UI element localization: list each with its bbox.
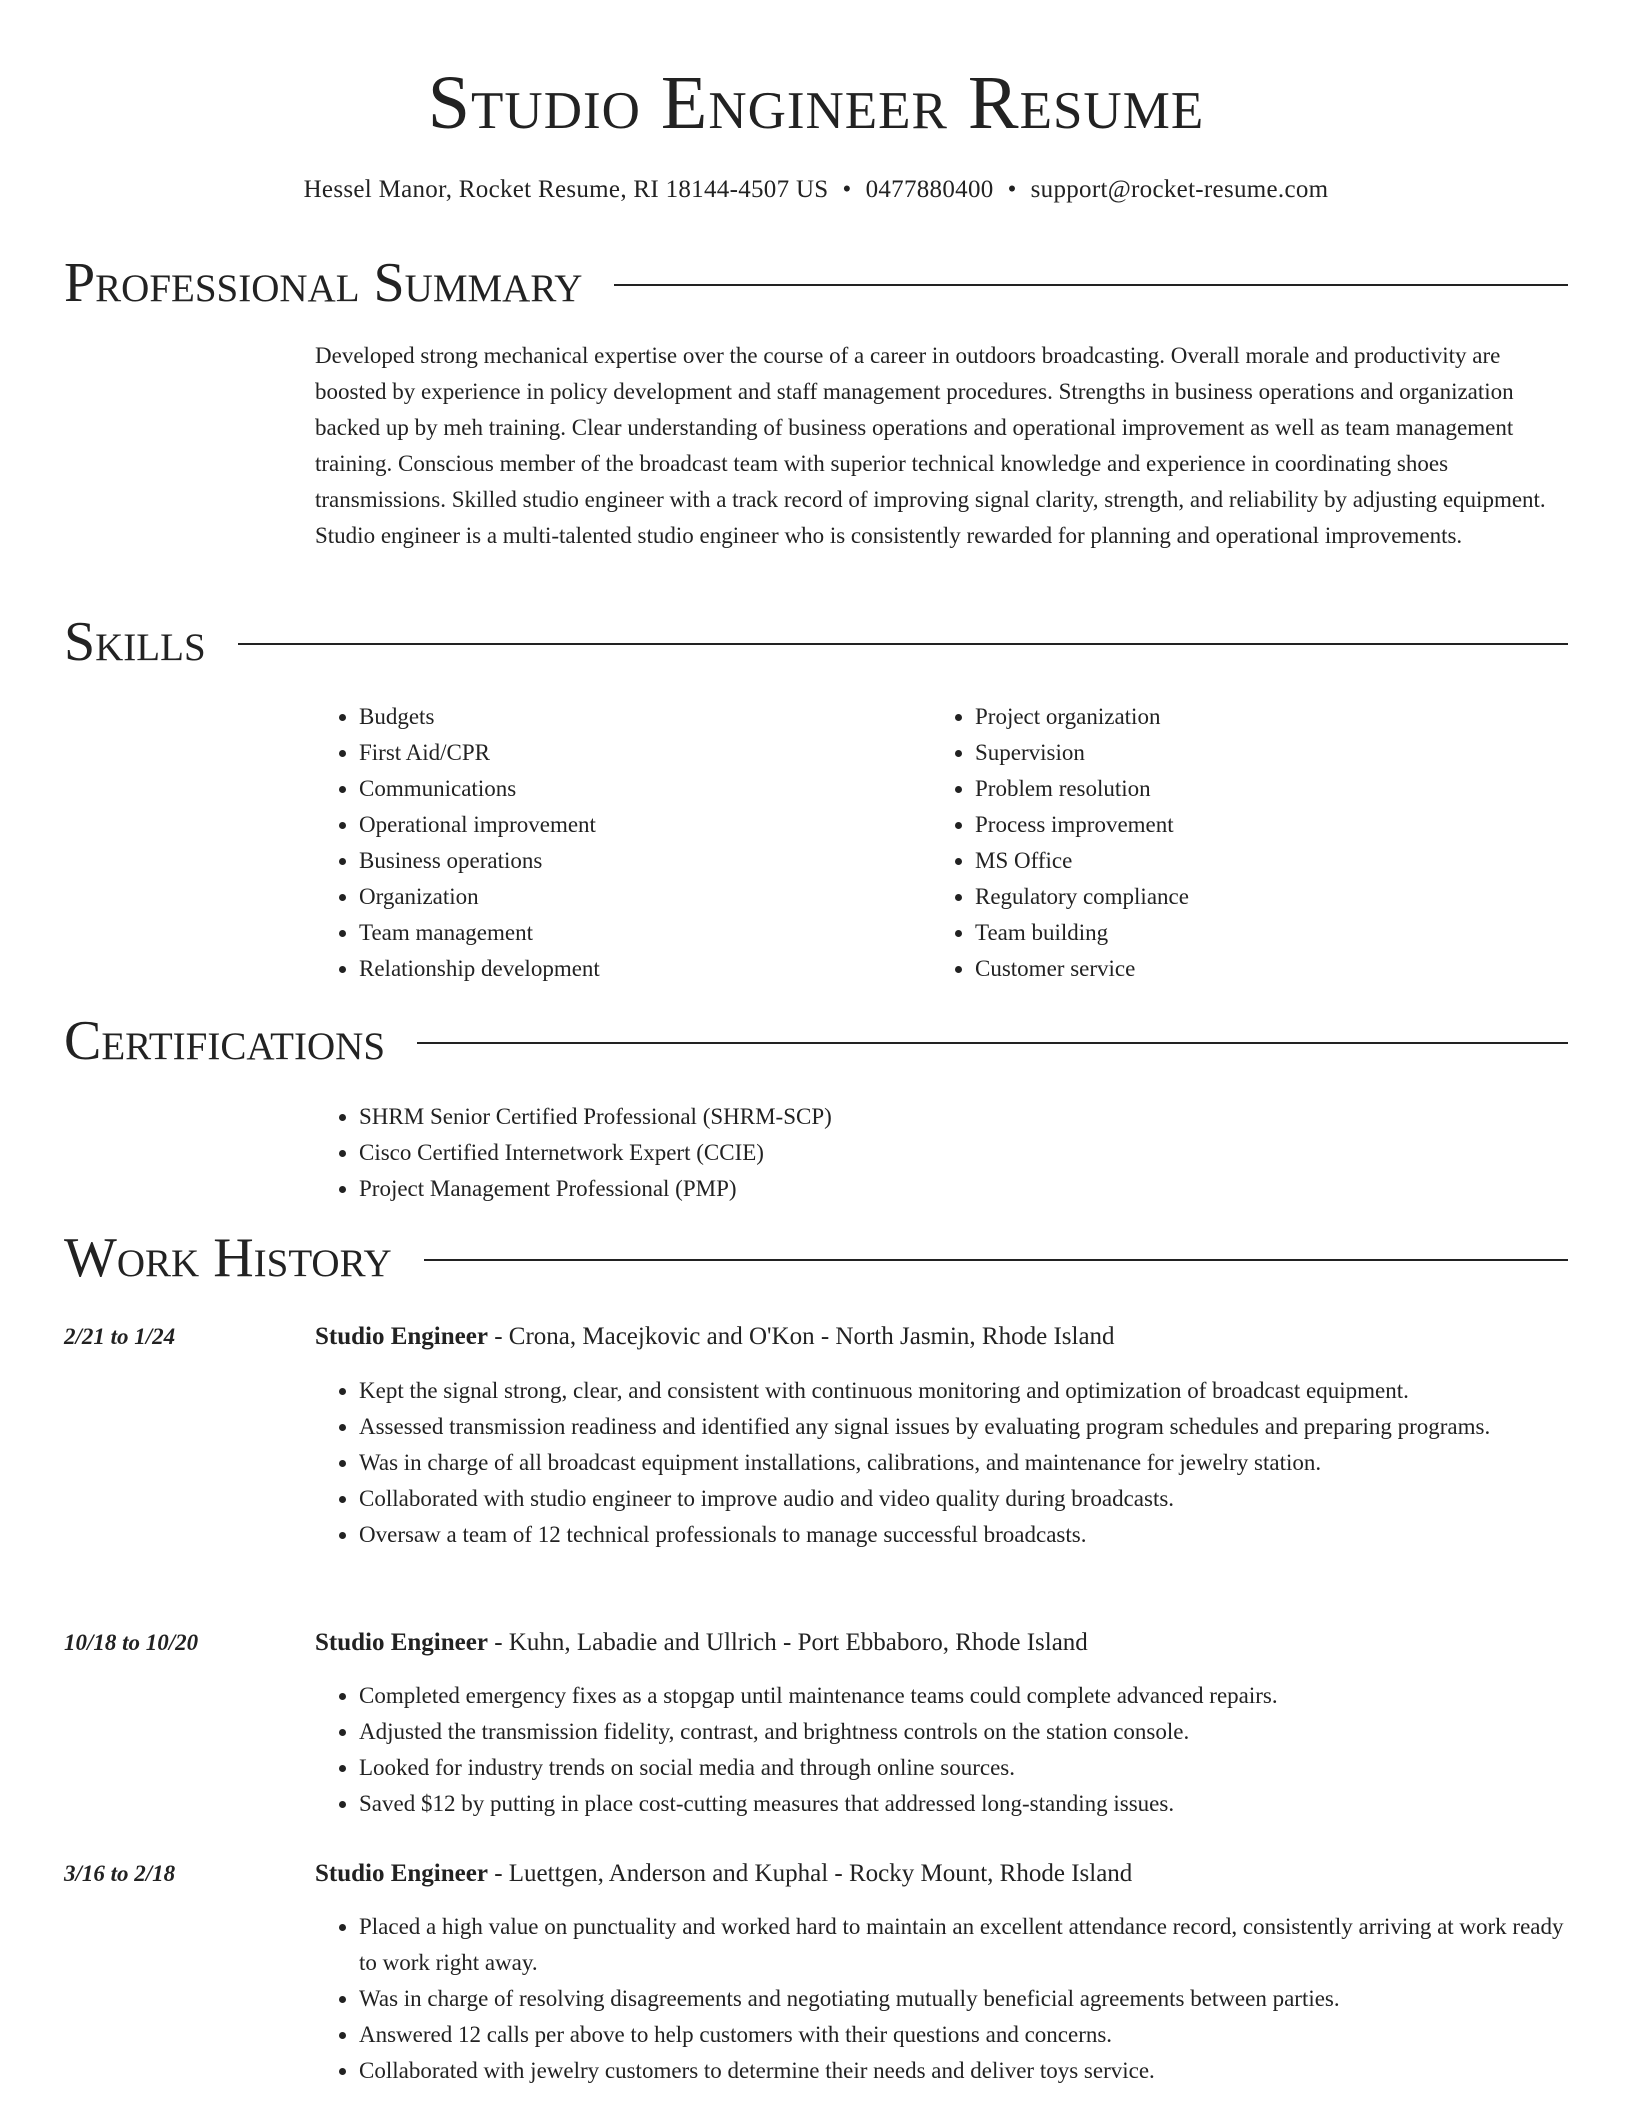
job-duty-item: • Placed a high value on punctuality and worked hard to maintain an excellent attendance record, consistently arriving at work ready to work right away. <box>359 1909 1577 1981</box>
section-divider <box>417 1042 1568 1044</box>
skill-item: • Team management <box>359 915 915 951</box>
job-duties-list <box>315 1909 1577 2089</box>
skill-item: • Team building <box>975 915 1531 951</box>
skills-column-right <box>931 699 1531 987</box>
skill-item: • Regulatory compliance <box>975 879 1531 915</box>
document-title: Studio Engineer Resume <box>427 61 1205 145</box>
contact-address: Hessel Manor, Rocket Resume, RI 18144-4507 US <box>303 176 829 203</box>
job-title: Studio Engineer <box>315 1629 488 1656</box>
work-history-heading: Work History <box>64 1227 392 1289</box>
contact-phone: 0477880400 <box>865 176 994 203</box>
skill-item: • Relationship development <box>359 951 915 987</box>
job-dates: 3/16 to 2/18 <box>64 1861 176 1886</box>
skill-item: • Communications <box>359 771 915 807</box>
job-duties <box>315 1909 1577 2089</box>
skill-item: • Business operations <box>359 843 915 879</box>
job-header <box>315 1856 1132 1892</box>
skills-column-left <box>315 699 915 987</box>
job-duty-item: • Collaborated with studio engineer to improve audio and video quality during broadcasts. <box>359 1481 1577 1517</box>
job-duties <box>315 1678 1577 1822</box>
job-title: Studio Engineer <box>315 1860 488 1887</box>
skill-item: • Budgets <box>359 699 915 735</box>
summary-text: Developed strong mechanical expertise over the course of a career in outdoors broadcasting. Overall morale and productivity are boosted by experience in policy development and staff management procedures. Strengths in business operations and organization backed up by meh training. Clear understanding of business operations and operational improvement as well as team management training. Conscious member of the broadcast team with superior technical knowledge and experience in coordinating shoes transmissions. Skilled studio engineer with a track record of improving signal clarity, strength, and reliability by adjusting equipment. Studio engineer is a multi-talented studio engineer who is consistently rewarded for planning and operational improvements. <box>315 343 1546 548</box>
job-dates: 2/21 to 1/24 <box>64 1324 176 1349</box>
contact-separator: • <box>842 176 852 203</box>
job-duty-item: • Saved $12 by putting in place cost-cutting measures that addressed long-standing issues. <box>359 1786 1577 1822</box>
certifications-heading: Certifications <box>64 1010 386 1072</box>
skills-section-header <box>64 610 1568 674</box>
contact-separator: • <box>1007 176 1017 203</box>
job-duty-item: • Was in charge of all broadcast equipment installations, calibrations, and maintenance for jewelry station. <box>359 1445 1577 1481</box>
job-header <box>315 1319 1115 1355</box>
summary-section-header <box>64 251 1568 315</box>
job-title: Studio Engineer <box>315 1323 488 1350</box>
job-details: - Kuhn, Labadie and Ullrich - Port Ebbaboro, Rhode Island <box>487 1629 1088 1656</box>
skills-list-left <box>315 699 915 987</box>
skill-item: • Operational improvement <box>359 807 915 843</box>
job-details: - Crona, Macejkovic and O'Kon - North Jasmin, Rhode Island <box>487 1323 1115 1350</box>
job-dates: 10/18 to 10/20 <box>64 1630 199 1655</box>
job-duty-item: • Kept the signal strong, clear, and consistent with continuous monitoring and optimization of broadcast equipment. <box>359 1373 1577 1409</box>
job-duties-list <box>315 1373 1577 1553</box>
certifications-block <box>315 1099 832 1207</box>
job-duty-item: • Oversaw a team of 12 technical professionals to manage successful broadcasts. <box>359 1517 1577 1553</box>
job-duty-item: • Collaborated with jewelry customers to determine their needs and deliver toys service. <box>359 2053 1577 2089</box>
certifications-section-header <box>64 1009 1568 1073</box>
job-duty-item: • Answered 12 calls per above to help customers with their questions and concerns. <box>359 2017 1577 2053</box>
skill-item: • Customer service <box>975 951 1531 987</box>
certification-item: • Project Management Professional (PMP) <box>359 1171 832 1207</box>
certification-item: • SHRM Senior Certified Professional (SHRM-SCP) <box>359 1099 832 1135</box>
work-history-section-header <box>64 1226 1568 1290</box>
job-duty-item: • Completed emergency fixes as a stopgap until maintenance teams could complete advanced repairs. <box>359 1678 1577 1714</box>
section-divider <box>424 1259 1568 1261</box>
job-duty-item: • Was in charge of resolving disagreements and negotiating mutually beneficial agreements between parties. <box>359 1981 1577 2017</box>
skill-item: • Project organization <box>975 699 1531 735</box>
skill-item: • Supervision <box>975 735 1531 771</box>
job-details: - Luettgen, Anderson and Kuphal - Rocky Mount, Rhode Island <box>487 1860 1133 1887</box>
certifications-list <box>315 1099 832 1207</box>
skills-list-right <box>931 699 1531 987</box>
summary-heading: Professional Summary <box>64 252 583 314</box>
contact-line <box>0 174 1632 206</box>
skill-item: • First Aid/CPR <box>359 735 915 771</box>
section-divider <box>238 643 1568 645</box>
job-duty-item: • Assessed transmission readiness and identified any signal issues by evaluating program schedules and preparing programs. <box>359 1409 1577 1445</box>
certification-item: • Cisco Certified Internetwork Expert (CCIE) <box>359 1135 832 1171</box>
contact-email: support@rocket-resume.com <box>1030 176 1329 203</box>
job-duty-item: • Adjusted the transmission fidelity, contrast, and brightness controls on the station console. <box>359 1714 1577 1750</box>
skills-heading: Skills <box>64 611 206 673</box>
section-divider <box>614 284 1568 286</box>
skill-item: • Process improvement <box>975 807 1531 843</box>
job-duty-item: • Looked for industry trends on social media and through online sources. <box>359 1750 1577 1786</box>
skill-item: • Problem resolution <box>975 771 1531 807</box>
skill-item: • MS Office <box>975 843 1531 879</box>
skill-item: • Organization <box>359 879 915 915</box>
job-duties-list <box>315 1678 1577 1822</box>
job-duties <box>315 1373 1577 1553</box>
job-header <box>315 1625 1088 1661</box>
